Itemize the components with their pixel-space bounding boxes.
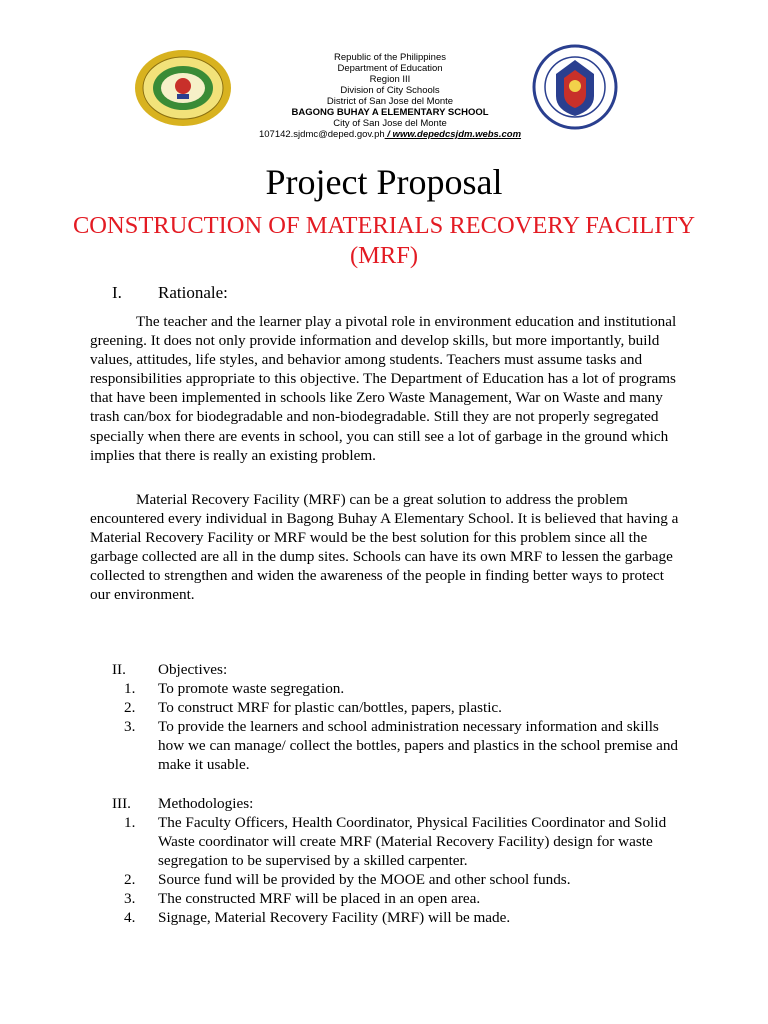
letterhead-line: Republic of the Philippines (334, 52, 446, 63)
letterhead-line: Department of Education (337, 63, 443, 74)
list-text: Signage, Material Recovery Facility (MRF) will be made. (158, 909, 511, 927)
rationale-paragraph-1 (90, 312, 682, 465)
section-label: Objectives: (158, 661, 228, 678)
list-text: To provide the learners and school administration necessary information and skills how we can manage/ collect the bottles, papers and plastics in the school premise and make it usable. (158, 718, 679, 774)
letterhead-contacts (230, 129, 550, 140)
list-item (124, 889, 684, 908)
letterhead-text (230, 52, 550, 140)
letterhead-line: Region III (369, 74, 411, 85)
list-item (124, 679, 684, 698)
page-title: Project Proposal (265, 162, 503, 202)
paragraph-text: Material Recovery Facility (MRF) can be a great solution to address the problem encountered every individual in Bagong Buhay A Elementary School. It is believed that having a Material Recovery Facility or MRF would be the best solution for this problem since all the garbage collected are all in the dump sites. Schools can have its own MRF to lessen the garbage collected to strengthen and widen the awareness of the people in finding better ways to protect our environment. (90, 491, 679, 604)
list-number: 2. (124, 699, 136, 717)
objectives-list (124, 679, 684, 774)
deped-seal-logo (532, 44, 618, 130)
list-text: The constructed MRF will be placed in an open area. (158, 890, 481, 908)
list-number: 1. (124, 814, 136, 831)
list-number: 4. (124, 909, 136, 927)
list-text: To promote waste segregation. (158, 680, 345, 697)
letterhead-header (0, 0, 768, 150)
email-link[interactable]: 107142.sjdmc@deped.gov.ph (258, 129, 385, 140)
section-number: II. (112, 661, 126, 678)
list-item (124, 908, 684, 927)
paragraph-text: The teacher and the learner play a pivotal role in environment education and institutional greening. It does not only provide information and develop skills, but more importantly, build values, attitudes, life styles, and behavior among students. Teachers must assume tasks and responsibilities appropriate to this objective. The Department of Education has a lot of programs that have been implemented in schools like Zero Waste Management, War on Waste and many trash can/box for biodegradable and non-biodegradable. Still they are not properly segregated specially when there are events in school, you can still see a lot of garbage in the ground which implies that there is really an existing problem. (90, 313, 677, 464)
methodologies-list (124, 813, 684, 928)
section-number: I. (112, 283, 122, 302)
list-number: 1. (124, 680, 136, 697)
letterhead-city: City of San Jose del Monte (333, 118, 447, 129)
letterhead-line: Division of City Schools (340, 85, 440, 96)
section-number: III. (112, 795, 131, 812)
list-item (124, 717, 684, 774)
list-text: The Faculty Officers, Health Coordinator, Physical Facilities Coordinator and Solid Waste coordinator will create MRF (Material Recovery Facility) design for waste segregation to be supervised by a skilled carpenter. (158, 814, 667, 870)
section-label: Rationale: (158, 283, 228, 302)
list-item (124, 870, 684, 889)
list-text: To construct MRF for plastic can/bottles, papers, plastic. (158, 699, 502, 717)
list-number: 3. (124, 718, 136, 736)
project-subtitle: CONSTRUCTION OF MATERIALS RECOVERY FACILITY (MRF) (72, 212, 696, 269)
school-seal-logo (133, 48, 233, 128)
list-number: 2. (124, 871, 136, 889)
list-text: Source fund will be provided by the MOOE and other school funds. (158, 871, 571, 889)
rationale-paragraph-2 (90, 490, 682, 605)
section-label: Methodologies: (158, 795, 254, 812)
list-item (124, 698, 684, 717)
letterhead-line: District of San Jose del Monte (326, 96, 454, 107)
school-name: BAGONG BUHAY A ELEMENTARY SCHOOL (291, 107, 489, 118)
list-item (124, 813, 684, 870)
website-link[interactable]: / www.depedcsjdm.webs.com (384, 129, 522, 140)
list-number: 3. (124, 890, 136, 908)
